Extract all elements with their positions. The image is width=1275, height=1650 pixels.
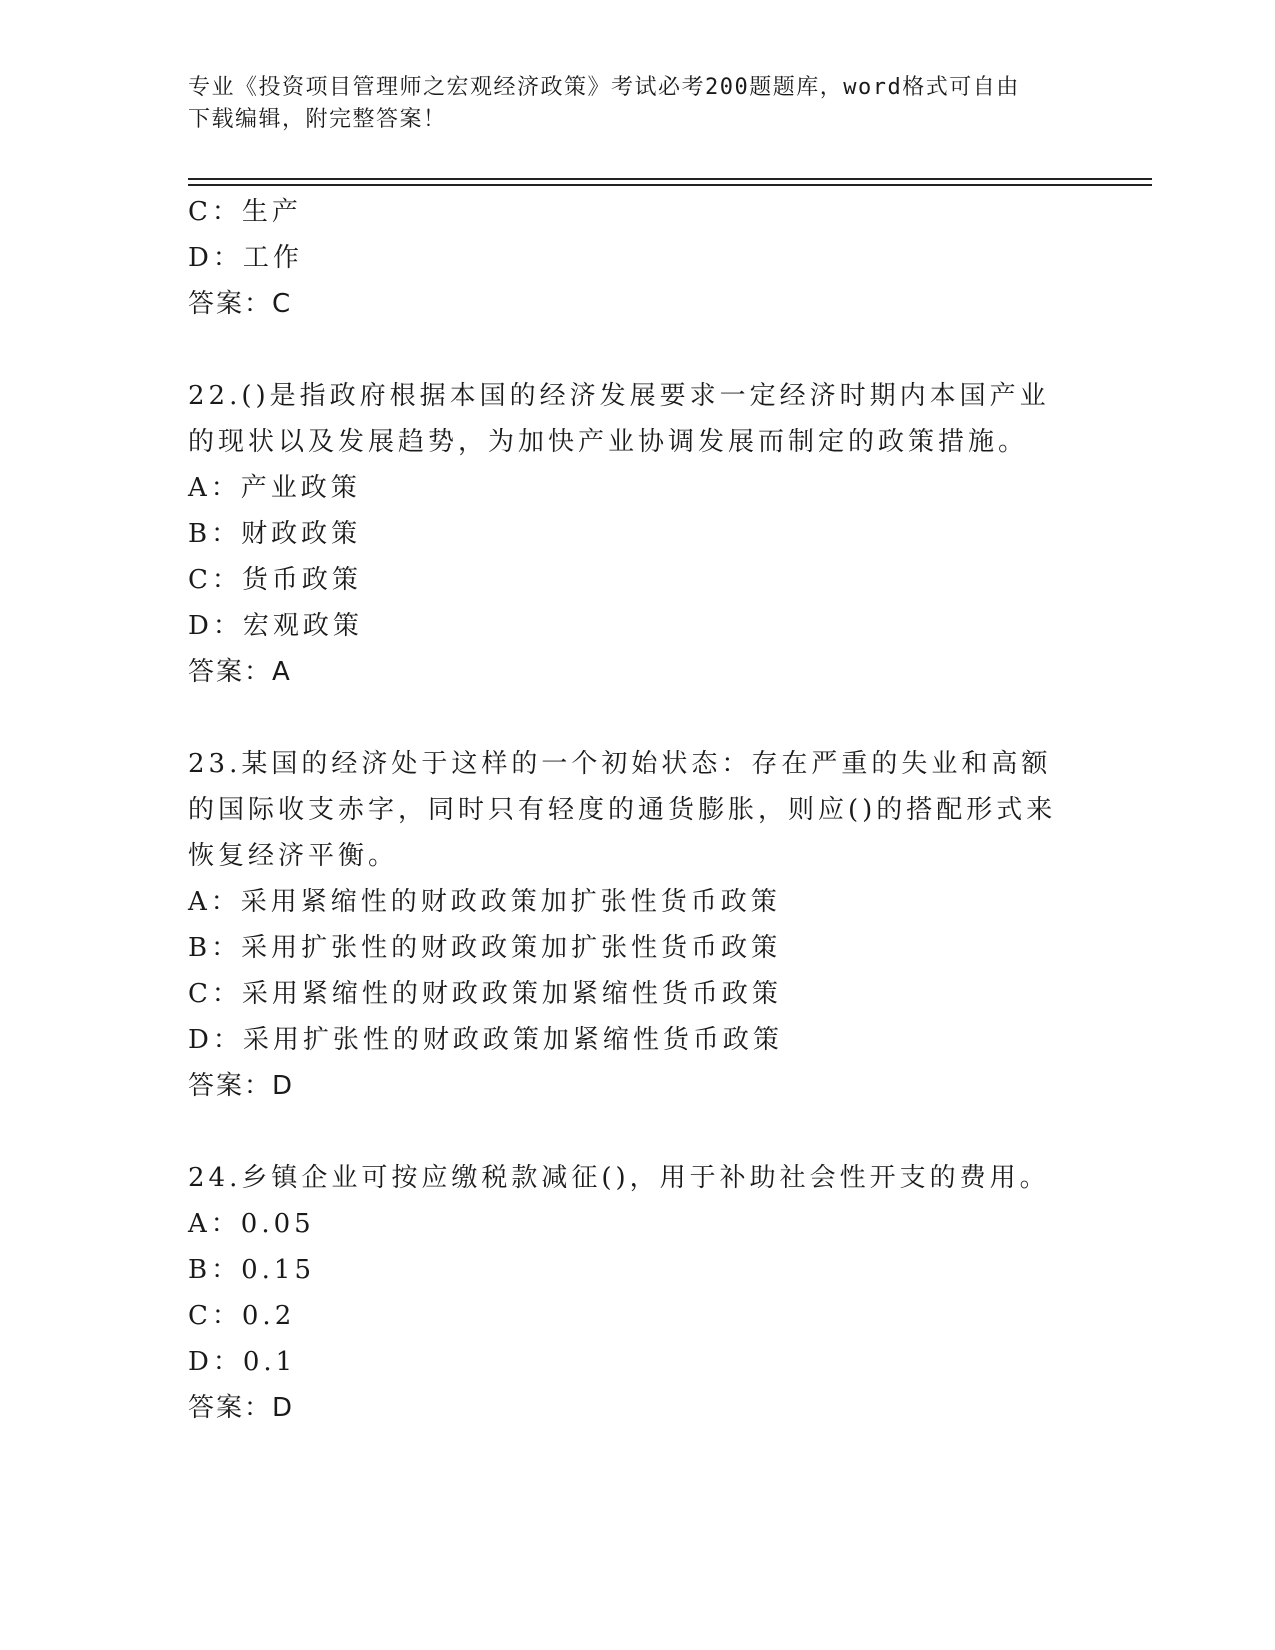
option-c: C：0.2 bbox=[188, 1301, 296, 1331]
question-24 bbox=[188, 1155, 1088, 1431]
question-23 bbox=[188, 741, 1088, 1109]
answer-line: 答案：A bbox=[188, 657, 292, 687]
option-c: C：采用紧缩性的财政政策加紧缩性货币政策 bbox=[188, 979, 782, 1009]
option-b: B：财政政策 bbox=[188, 519, 362, 549]
option-c: C：生产 bbox=[188, 197, 302, 227]
answer-line: 答案：C bbox=[188, 289, 293, 319]
answer-line: 答案：D bbox=[188, 1071, 295, 1101]
option-a: A：产业政策 bbox=[188, 473, 361, 503]
header-rule-top bbox=[188, 178, 1152, 180]
option-b: B：0.15 bbox=[188, 1255, 315, 1285]
option-c: C：货币政策 bbox=[188, 565, 362, 595]
document-header bbox=[188, 72, 1088, 136]
option-a: A：采用紧缩性的财政政策加扩张性货币政策 bbox=[188, 887, 781, 917]
question-text: 23.某国的经济处于这样的一个初始状态：存在严重的失业和高额的国际收支赤字，同时只有轻度的通货膨胀，则应()的搭配形式来恢复经济平衡。 bbox=[188, 749, 1057, 871]
question-22 bbox=[188, 373, 1088, 695]
document-body bbox=[188, 189, 1088, 1431]
option-d: D：宏观政策 bbox=[188, 611, 363, 641]
answer-line: 答案：D bbox=[188, 1393, 295, 1423]
option-a: A：0.05 bbox=[188, 1209, 315, 1239]
question-text: 22.()是指政府根据本国的经济发展要求一定经济时期内本国产业的现状以及发展趋势，为加快产业协调发展而制定的政策措施。 bbox=[188, 381, 1050, 457]
header-rule-bottom bbox=[188, 184, 1152, 186]
header-line-1: 专业《投资项目管理师之宏观经济政策》考试必考200题题库，word格式可自由 bbox=[188, 75, 1020, 100]
option-d: D：0.1 bbox=[188, 1347, 297, 1377]
option-d: D：工作 bbox=[188, 243, 303, 273]
question-text: 24.乡镇企业可按应缴税款减征()，用于补助社会性开支的费用。 bbox=[188, 1163, 1050, 1193]
question-fragment bbox=[188, 189, 1088, 327]
option-d: D：采用扩张性的财政政策加紧缩性货币政策 bbox=[188, 1025, 783, 1055]
header-line-2: 下载编辑，附完整答案！ bbox=[188, 107, 447, 132]
option-b: B：采用扩张性的财政政策加扩张性货币政策 bbox=[188, 933, 782, 963]
